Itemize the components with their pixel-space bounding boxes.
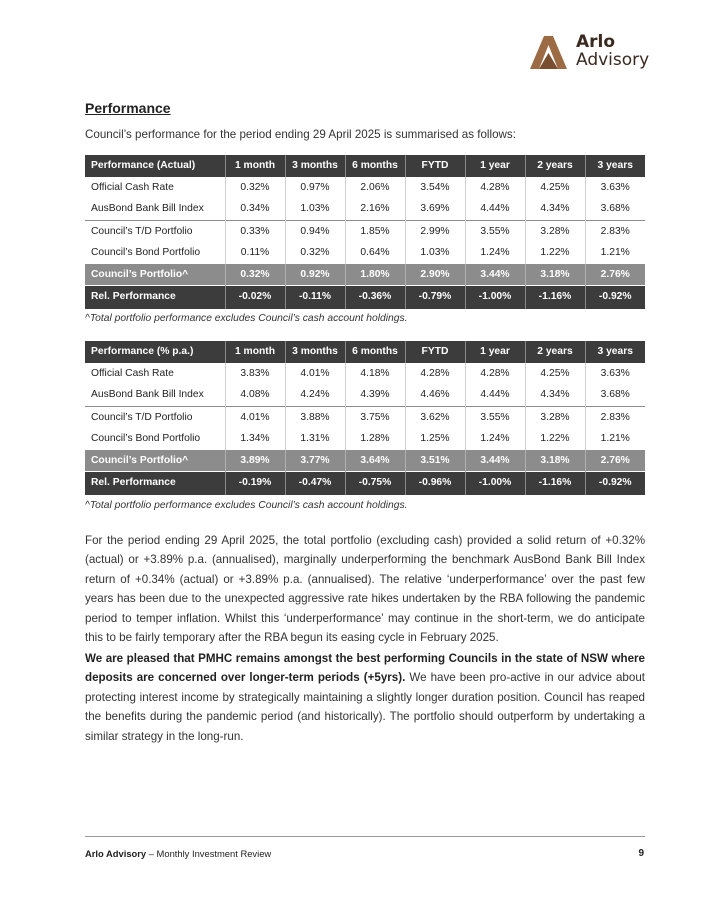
table-cell: 0.97% bbox=[285, 177, 345, 199]
column-header: 1 month bbox=[225, 341, 285, 363]
performance-actual-table bbox=[85, 155, 645, 309]
table-cell: 2.06% bbox=[345, 177, 405, 199]
table-cell: -1.16% bbox=[525, 286, 585, 309]
table-cell: 3.63% bbox=[585, 177, 645, 199]
table-cell: 1.22% bbox=[525, 242, 585, 264]
column-header: 2 years bbox=[525, 341, 585, 363]
table-cell: -0.96% bbox=[405, 472, 465, 495]
table-cell: 4.44% bbox=[465, 198, 525, 220]
row-label: Council’s T/D Portfolio bbox=[85, 406, 225, 428]
table-cell: 2.83% bbox=[585, 220, 645, 242]
table-cell: 3.68% bbox=[585, 384, 645, 406]
table-cell: 1.28% bbox=[345, 428, 405, 450]
column-header: 3 months bbox=[285, 155, 345, 177]
page-number: 9 bbox=[638, 848, 644, 859]
table-cell: 0.32% bbox=[285, 242, 345, 264]
table-cell: 3.55% bbox=[465, 406, 525, 428]
table-cell: 1.22% bbox=[525, 428, 585, 450]
row-label: Official Cash Rate bbox=[91, 367, 174, 379]
table-cell: -0.92% bbox=[585, 472, 645, 495]
performance-pa-table bbox=[85, 341, 645, 495]
table-row bbox=[85, 242, 645, 264]
table-row bbox=[85, 384, 645, 406]
table-cell: 4.39% bbox=[345, 384, 405, 406]
logo-name-line1: Arlo bbox=[576, 32, 616, 52]
table-cell: 0.11% bbox=[225, 242, 285, 264]
table-cell: 2.99% bbox=[405, 220, 465, 242]
table-row bbox=[85, 450, 645, 472]
column-header: 3 months bbox=[285, 341, 345, 363]
row-label: Council’s Portfolio^ bbox=[85, 450, 225, 472]
table-cell: 2.76% bbox=[585, 450, 645, 472]
column-header: 1 year bbox=[465, 155, 525, 177]
column-header: 3 years bbox=[585, 155, 645, 177]
table-cell: 4.18% bbox=[345, 363, 405, 385]
table-row bbox=[85, 472, 645, 495]
table-cell: 3.51% bbox=[405, 450, 465, 472]
table-cell: -1.16% bbox=[525, 472, 585, 495]
table-cell: 4.28% bbox=[405, 363, 465, 385]
table-cell: 3.88% bbox=[285, 406, 345, 428]
table-cell: 4.44% bbox=[465, 384, 525, 406]
highlight-bold-text: We are pleased that PMHC remains amongst the best performing Councils in the state of NSW where deposits are concerned over longer-term periods (+5yrs). bbox=[85, 652, 645, 685]
table-cell: 4.01% bbox=[225, 406, 285, 428]
column-header: 6 months bbox=[345, 155, 405, 177]
table-cell: -0.19% bbox=[225, 472, 285, 495]
arlo-advisory-logo bbox=[528, 33, 648, 73]
arlo-logo-icon bbox=[528, 33, 570, 71]
row-label: Rel. Performance bbox=[85, 286, 225, 309]
table-cell: 3.68% bbox=[585, 198, 645, 220]
table-cell: 3.54% bbox=[405, 177, 465, 199]
table-cell: 1.85% bbox=[345, 220, 405, 242]
table-cell: 4.28% bbox=[465, 363, 525, 385]
table-cell: 0.94% bbox=[285, 220, 345, 242]
table-cell: -0.75% bbox=[345, 472, 405, 495]
table-cell: -0.92% bbox=[585, 286, 645, 309]
table-cell: 3.69% bbox=[405, 198, 465, 220]
table-cell: -0.36% bbox=[345, 286, 405, 309]
table-cell: 1.25% bbox=[405, 428, 465, 450]
table-cell: 3.18% bbox=[525, 450, 585, 472]
table-cell: 1.80% bbox=[345, 264, 405, 286]
table-cell: 3.62% bbox=[405, 406, 465, 428]
table-actual-note: ^Total portfolio performance excludes Council’s cash account holdings. bbox=[85, 313, 408, 324]
table-cell: 2.16% bbox=[345, 198, 405, 220]
table-cell: 1.24% bbox=[465, 242, 525, 264]
logo-name-line2: Advisory bbox=[576, 50, 650, 70]
table-cell: 3.89% bbox=[225, 450, 285, 472]
footer-brand: Arlo Advisory bbox=[85, 848, 147, 859]
table-cell: 4.34% bbox=[525, 198, 585, 220]
table-cell: 3.55% bbox=[465, 220, 525, 242]
table-row bbox=[85, 406, 645, 428]
commentary-paragraph: For the period ending 29 April 2025, the total portfolio (excluding cash) provided a solid return of +0.32% (actual) or +3.89% p.a. (annualised), marginally underperforming the benchmark AusBond Bank Bill Index return of +0.34% (actual) or +3.89% p.a. (annualised). The relative ‘underperformance’ over the past few years has been due to the unexpected aggressive rate hikes undertaken by the RBA following the pandemic period to temper inflation. Whilst this ‘underperformance’ may continue in the short-term, we do anticipate this to be fairly temporary after the RBA begun its easing cycle in February 2025. bbox=[85, 534, 645, 645]
table-cell: -0.79% bbox=[405, 286, 465, 309]
section-heading: Performance bbox=[85, 100, 171, 116]
row-label: Council’s Portfolio^ bbox=[85, 264, 225, 286]
table-cell: 1.03% bbox=[405, 242, 465, 264]
table-cell: -1.00% bbox=[465, 286, 525, 309]
table-cell: 1.21% bbox=[585, 428, 645, 450]
table-cell: 3.44% bbox=[465, 450, 525, 472]
table-cell: 2.90% bbox=[405, 264, 465, 286]
column-header: 1 month bbox=[225, 155, 285, 177]
table-cell: 1.34% bbox=[225, 428, 285, 450]
table-cell: -1.00% bbox=[465, 472, 525, 495]
table-cell: 4.01% bbox=[285, 363, 345, 385]
column-header: 2 years bbox=[525, 155, 585, 177]
footer-doc-title: – Monthly Investment Review bbox=[146, 848, 272, 859]
table-cell: 3.77% bbox=[285, 450, 345, 472]
table-cell: 1.31% bbox=[285, 428, 345, 450]
table-cell: 4.46% bbox=[405, 384, 465, 406]
table-header-row bbox=[85, 155, 645, 177]
table-cell: 0.34% bbox=[225, 198, 285, 220]
table-row bbox=[85, 177, 645, 199]
table-row bbox=[85, 363, 645, 385]
table-row bbox=[85, 220, 645, 242]
column-header: FYTD bbox=[405, 341, 465, 363]
table-cell: 4.25% bbox=[525, 363, 585, 385]
table-cell: 4.24% bbox=[285, 384, 345, 406]
table-cell: -0.47% bbox=[285, 472, 345, 495]
row-label: Council’s T/D Portfolio bbox=[85, 220, 225, 242]
table-cell: 0.64% bbox=[345, 242, 405, 264]
table-header-row bbox=[85, 341, 645, 363]
table-cell: 0.33% bbox=[225, 220, 285, 242]
table-cell: 3.83% bbox=[225, 363, 285, 385]
section-intro: Council’s performance for the period ending 29 April 2025 is summarised as follows: bbox=[85, 128, 516, 141]
table-cell: 4.08% bbox=[225, 384, 285, 406]
table-cell: 0.32% bbox=[225, 177, 285, 199]
table-cell: 3.28% bbox=[525, 220, 585, 242]
table-cell: 4.25% bbox=[525, 177, 585, 199]
row-label: Official Cash Rate bbox=[91, 181, 174, 193]
row-label: AusBond Bank Bill Index bbox=[91, 389, 204, 401]
column-header: 1 year bbox=[465, 341, 525, 363]
table-row bbox=[85, 264, 645, 286]
table-cell: -0.11% bbox=[285, 286, 345, 309]
table-cell: 3.28% bbox=[525, 406, 585, 428]
column-header: 6 months bbox=[345, 341, 405, 363]
table-pa-note: ^Total portfolio performance excludes Council’s cash account holdings. bbox=[85, 500, 408, 511]
footer-divider bbox=[85, 836, 645, 837]
table-cell: 3.64% bbox=[345, 450, 405, 472]
row-label: Rel. Performance bbox=[85, 472, 225, 495]
table-cell: 3.44% bbox=[465, 264, 525, 286]
table-cell: 0.32% bbox=[225, 264, 285, 286]
table-cell: -0.02% bbox=[225, 286, 285, 309]
row-label: Council’s Bond Portfolio bbox=[91, 247, 201, 259]
highlight-paragraph bbox=[85, 649, 645, 746]
table-cell: 4.28% bbox=[465, 177, 525, 199]
table-cell: 1.03% bbox=[285, 198, 345, 220]
table-row bbox=[85, 428, 645, 450]
table-row bbox=[85, 198, 645, 220]
table-cell: 3.18% bbox=[525, 264, 585, 286]
footer-title bbox=[85, 848, 271, 859]
table-cell: 2.76% bbox=[585, 264, 645, 286]
column-header: 3 years bbox=[585, 341, 645, 363]
table-cell: 4.34% bbox=[525, 384, 585, 406]
row-label: AusBond Bank Bill Index bbox=[91, 203, 204, 215]
table-cell: 0.92% bbox=[285, 264, 345, 286]
table-cell: 3.75% bbox=[345, 406, 405, 428]
table-cell: 2.83% bbox=[585, 406, 645, 428]
table-cell: 3.63% bbox=[585, 363, 645, 385]
table-cell: 1.21% bbox=[585, 242, 645, 264]
table-row bbox=[85, 286, 645, 309]
highlight-rest-text: We have been pro-active in our advice about protecting interest income by strategically maintaining a slightly longer duration position. Council has reaped the benefits during the pandemic period (and historically). The portfolio should outperform by undertaking a similar strategy in the long-run. bbox=[85, 671, 646, 743]
table-header-label: Performance (% p.a.) bbox=[85, 341, 225, 363]
row-label: Council’s Bond Portfolio bbox=[91, 433, 201, 445]
column-header: FYTD bbox=[405, 155, 465, 177]
table-cell: 1.24% bbox=[465, 428, 525, 450]
table-header-label: Performance (Actual) bbox=[85, 155, 225, 177]
